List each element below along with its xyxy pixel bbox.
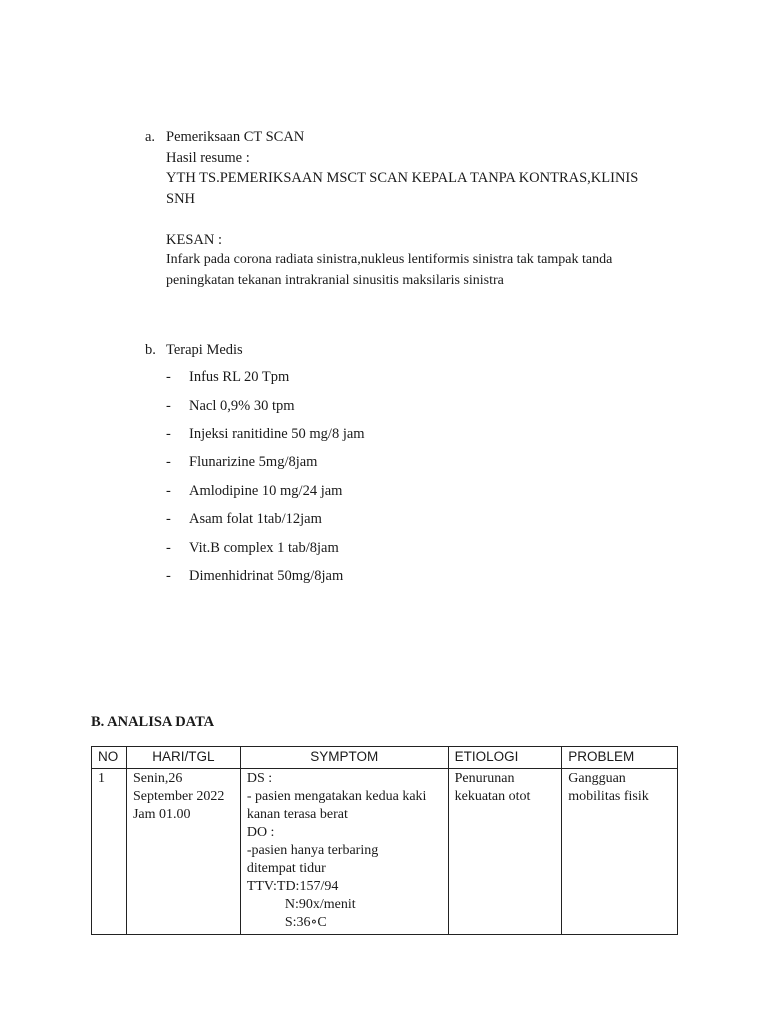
ds-label: DS : bbox=[246, 771, 273, 786]
cell-problem bbox=[562, 769, 678, 935]
list-item: Asam folat 1tab/12jam bbox=[189, 511, 322, 527]
ttv-td: TTV:TD:157/94 bbox=[246, 879, 339, 894]
date-line-1: Senin,26 bbox=[132, 771, 183, 786]
analisa-table bbox=[91, 746, 678, 935]
list-bullet: - bbox=[166, 369, 171, 385]
section-b-title: Terapi Medis bbox=[166, 342, 243, 358]
kesan-line-2: peningkatan tekanan intrakranial sinusitis maksilaris sinistra bbox=[166, 273, 504, 288]
ttv-s: S:36∘C bbox=[284, 915, 327, 930]
list-item: Flunarizine 5mg/8jam bbox=[189, 454, 318, 470]
header-hari-tgl: HARI/TGL bbox=[126, 747, 240, 769]
list-item: Nacl 0,9% 30 tpm bbox=[189, 398, 295, 414]
section-a-title: Pemeriksaan CT SCAN bbox=[166, 129, 305, 145]
do-line-2: ditempat tidur bbox=[246, 861, 326, 876]
cell-symptom bbox=[240, 769, 448, 935]
row-number: 1 bbox=[98, 771, 105, 786]
list-bullet: - bbox=[166, 426, 171, 442]
problem-line-2: mobilitas fisik bbox=[568, 789, 649, 804]
list-item: Vit.B complex 1 tab/8jam bbox=[189, 540, 339, 556]
table-row bbox=[92, 769, 678, 935]
list-bullet: - bbox=[166, 398, 171, 414]
hasil-resume-label: Hasil resume : bbox=[166, 150, 250, 166]
do-line-1: -pasien hanya terbaring bbox=[246, 843, 379, 858]
list-bullet: - bbox=[166, 540, 171, 556]
date-line-2: September 2022 bbox=[132, 789, 225, 804]
section-b-marker: b. bbox=[145, 342, 156, 358]
problem-line-1: Gangguan bbox=[568, 771, 626, 786]
section-a-marker: a. bbox=[145, 129, 156, 145]
list-bullet: - bbox=[166, 511, 171, 527]
list-bullet: - bbox=[166, 454, 171, 470]
do-label: DO : bbox=[246, 825, 275, 840]
ttv-n: N:90x/menit bbox=[284, 897, 356, 912]
list-bullet: - bbox=[166, 483, 171, 499]
list-item: Amlodipine 10 mg/24 jam bbox=[189, 483, 343, 499]
ds-line-1: - pasien mengatakan kedua kaki bbox=[246, 789, 427, 804]
etiologi-line-1: Penurunan bbox=[454, 771, 515, 786]
hasil-resume-line-1: YTH TS.PEMERIKSAAN MSCT SCAN KEPALA TANPA KONTRAS,KLINIS bbox=[166, 170, 639, 186]
list-item: Infus RL 20 Tpm bbox=[189, 369, 290, 385]
analisa-heading: B. ANALISA DATA bbox=[91, 714, 215, 730]
header-no: NO bbox=[92, 747, 127, 769]
list-item: Dimenhidrinat 50mg/8jam bbox=[189, 568, 344, 584]
header-problem: PROBLEM bbox=[562, 747, 678, 769]
list-bullet: - bbox=[166, 568, 171, 584]
list-item: Injeksi ranitidine 50 mg/8 jam bbox=[189, 426, 365, 442]
hasil-resume-line-2: SNH bbox=[166, 191, 196, 207]
time-line: Jam 01.00 bbox=[132, 807, 191, 822]
cell-no bbox=[92, 769, 127, 935]
table-header-row bbox=[92, 747, 678, 769]
header-etiologi: ETIOLOGI bbox=[448, 747, 562, 769]
header-symptom: SYMPTOM bbox=[240, 747, 448, 769]
kesan-label: KESAN : bbox=[166, 232, 222, 248]
kesan-line-1: Infark pada corona radiata sinistra,nukleus lentiformis sinistra tak tampak tanda bbox=[166, 252, 613, 267]
cell-etiologi bbox=[448, 769, 562, 935]
etiologi-line-2: kekuatan otot bbox=[454, 789, 531, 804]
cell-hari-tgl bbox=[126, 769, 240, 935]
ds-line-2: kanan terasa berat bbox=[246, 807, 348, 822]
